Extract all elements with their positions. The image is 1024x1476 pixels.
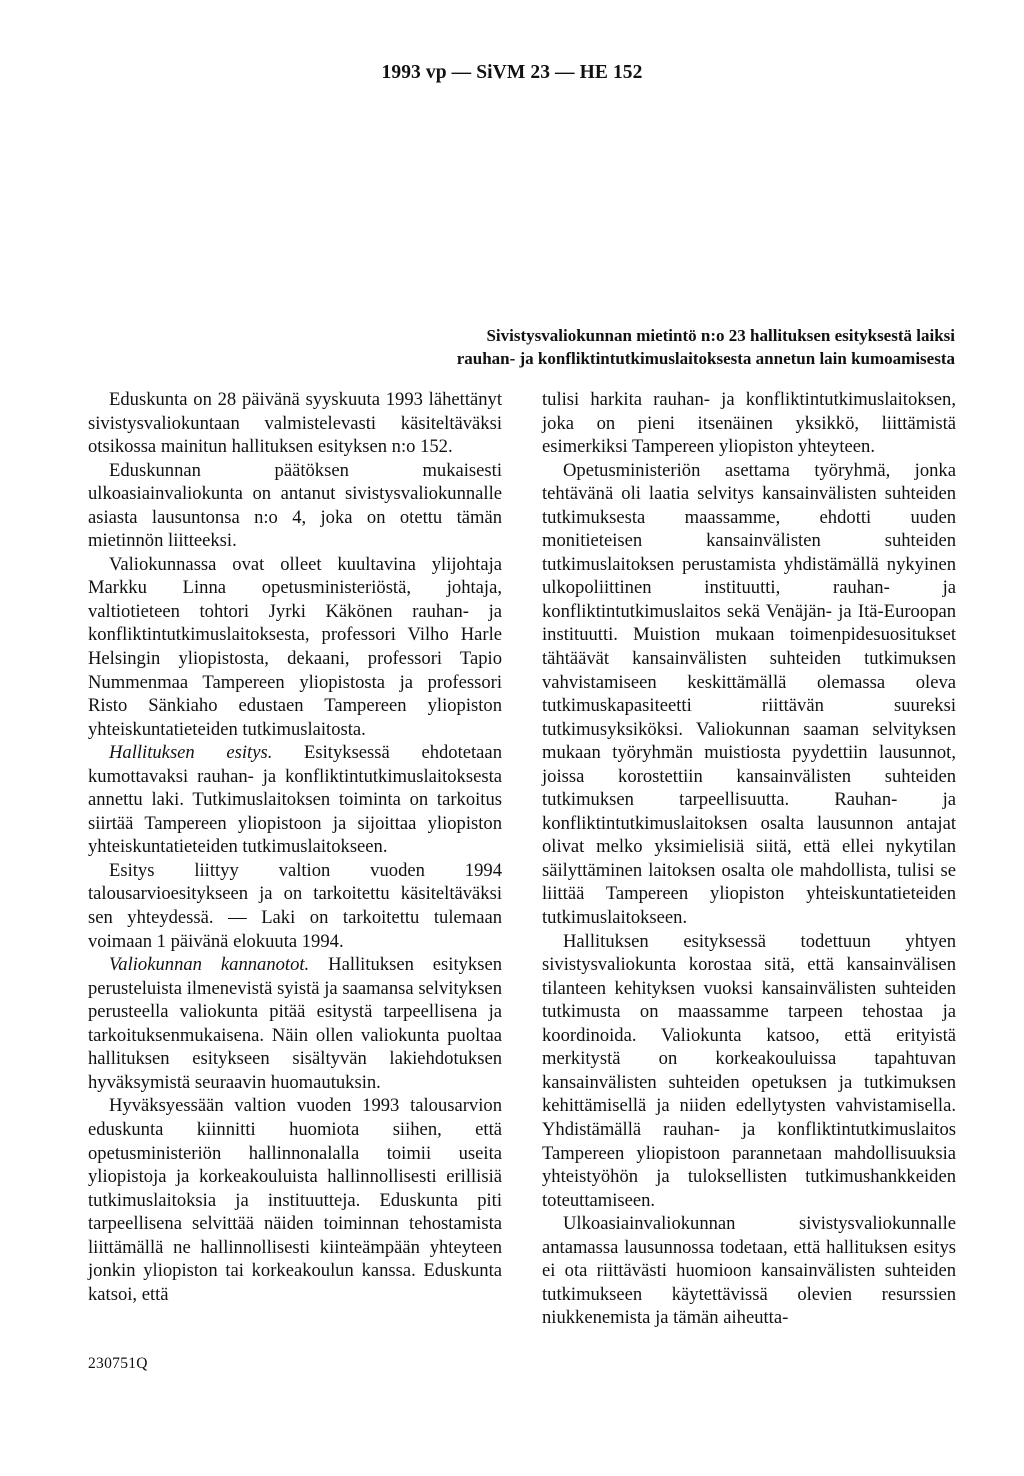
right-column bbox=[542, 388, 956, 1330]
paragraph-foreign-affairs-statement: Ulkoasiainvaliokunnan sivistysvaliokunnalle antamassa lausunnossa todetaan, että hallituksen esitys ei ota riittävästi huomioon kansainvälisten suhteiden tutkimukseen käytettävissä olevien resurssien niukkenemista ja tämän aiheutta- bbox=[542, 1213, 956, 1329]
paragraph-budget-approval: Hyväksyessään valtion vuoden 1993 talousarvion eduskunta kiinnitti huomiota siihen, että opetusministeriön hallinnonalalla toimii useita yliopistoja ja korkeakouluista hallinnollisesti erillisiä tutkimuslaitoksia ja instituutteja. Eduskunta piti tarpeellisena selvittää näiden toiminnan tehostamista liittämällä ne hallinnollisesti kiinteämpään yhteyteen jonkin yliopiston tai korkeakoulun kanssa. Eduskunta katsoi, että bbox=[88, 1095, 502, 1305]
print-code: 230751Q bbox=[88, 1355, 148, 1372]
document-title-line-1: Sivistysvaliokunnan mietintö n:o 23 hallituksen esityksestä laiksi bbox=[486, 326, 955, 345]
paragraph-committee-emphasis: Hallituksen esityksessä todettuun yhtyen sivistysvaliokunta korostaa sitä, että kansainvälisen tilanteen kehityksen vuoksi kansainvälisten suhteiden tutkimusta on maassamme tarpeen tehostaa ja koordinoida. Valiokunta katsoo, että erityistä merkitystä on korkeakouluissa tapahtuvan kansainvälisten suhteiden opetuksen ja tutkimuksen kehittämisellä ja niiden edellytysten vahvistamisella. Yhdistämällä rauhan- ja konfliktintutkimuslaitos Tampereen yliopistoon parannetaan mahdollisuuksia yhteistyöhön ja tuloksellisten tutkimushankkeiden toteuttamiseen. bbox=[542, 930, 956, 1211]
section-heading-government-proposal: Hallituksen esitys. bbox=[109, 742, 273, 764]
running-header: 1993 vp — SiVM 23 — HE 152 bbox=[381, 62, 643, 83]
committee-position-text: Hallituksen esityksen perusteluista ilmenevistä syistä ja saamansa selvityksen perusteella valiokunta pitää esitystä tarpeellisena ja tarkoituksenmukaisena. Näin ollen valiokunta puoltaa hallituksen esitykseen sisältyvän lakiehdotuksen hyväksymistä seuraavin huomautuksin. bbox=[88, 954, 502, 1093]
paragraph-committee-position bbox=[88, 953, 502, 1094]
document-title-line-2: rauhan- ja konfliktintutkimuslaitoksesta annetun lain kumoamisesta bbox=[456, 349, 955, 368]
document-title bbox=[300, 324, 955, 370]
section-heading-committee-position: Valiokunnan kannanotot. bbox=[109, 954, 310, 976]
paragraph-continuation: tulisi harkita rauhan- ja konfliktintutkimuslaitoksen, joka on pieni itsenäinen yksikkö, liittämistä esimerkiksi Tampereen yliopiston yhteyteen. bbox=[542, 389, 956, 458]
paragraph-budget-link: Esitys liittyy valtion vuoden 1994 talousarvioesitykseen ja on tarkoitettu käsiteltäväksi sen yhteydessä. — Laki on tarkoitettu tulemaan voimaan 1 päivänä elokuuta 1994. bbox=[88, 859, 502, 952]
paragraph-statement: Eduskunnan päätöksen mukaisesti ulkoasiainvaliokunta on antanut sivistysvaliokunnalle asiasta lausuntonsa n:o 4, joka on otettu tämän mietinnön liitteeksi. bbox=[88, 459, 502, 552]
government-proposal-text: Esityksessä ehdotetaan kumottavaksi rauhan- ja konfliktintutkimuslaitoksesta annettu laki. Tutkimuslaitoksen toiminta on tarkoitus siirtää Tampereen yliopistoon ja sijoittaa yliopiston yhteiskuntatieteiden tutkimuslaitokseen. bbox=[88, 742, 502, 858]
left-column bbox=[88, 388, 502, 1306]
paragraph-government-proposal bbox=[88, 741, 502, 859]
paragraph-referral: Eduskunta on 28 päivänä syyskuuta 1993 lähettänyt sivistysvaliokuntaan valmistelevasti käsiteltäväksi otsikossa mainitun hallituksen esityksen n:o 152. bbox=[88, 389, 502, 458]
paragraph-working-group: Opetusministeriön asettama työryhmä, jonka tehtävänä oli laatia selvitys kansainvälisten suhteiden tutkimuksesta maassamme, ehdotti uuden monitieteisen kansainvälisten suhteiden tutkimuslaitoksen perustamista yhdistämällä nykyinen ulkopoliittinen instituutti, rauhan- ja konfliktintutkimuslaitos sekä Venäjän- ja Itä-Euroopan instituutti. Muistion mukaan toimenpidesuositukset tähtäävät kansainvälisten suhteiden tutkimuksen vahvistamiseen keskittämällä olemassa oleva tutkimuskapasiteetti riittävän suureksi tutkimusyksiköksi. Valiokunnan saaman selvityksen mukaan työryhmän muistiosta pyydettiin lausunnot, joissa korostettiin kansainvälisten suhteiden tutkimuksen tarpeellisuutta. Rauhan- ja konfliktintutkimuslaitoksen osalta lausunnon antajat olivat melko yksimielisiä siitä, että ellei nykytilan säilyttäminen laitoksen osalta ole mahdollista, tulisi se liittää Tampereen yliopiston yhteiskuntatieteiden tutkimuslaitokseen. bbox=[542, 459, 956, 929]
paragraph-experts: Valiokunnassa ovat olleet kuultavina ylijohtaja Markku Linna opetusministeriöstä, johtaja, valtiotieteen tohtori Jyrki Käkönen rauhan- ja konfliktintutkimuslaitoksesta, professori Vilho Harle Helsingin yliopistosta, dekaani, professori Tapio Nummenmaa Tampereen yliopistosta ja professori Risto Sänkiaho edustaen Tampereen yliopiston yhteiskuntatieteiden tutkimuslaitosta. bbox=[88, 553, 502, 740]
